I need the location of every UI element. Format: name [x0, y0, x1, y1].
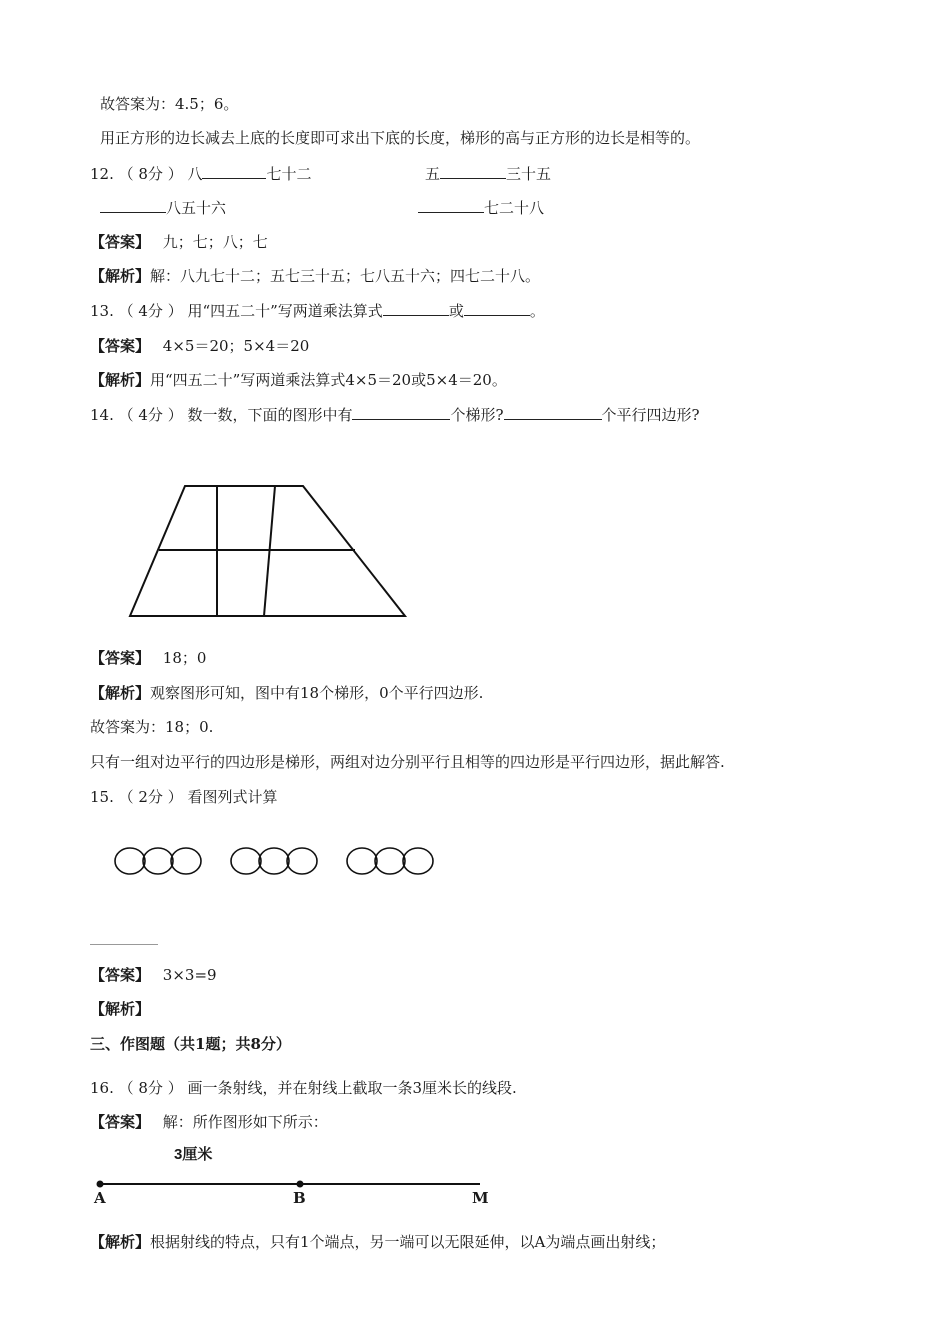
circle: [347, 848, 377, 874]
q13-analysis-text: 用“四五二十”写两道乘法算式4×5＝20或5×4＝20。: [150, 371, 507, 389]
answer-label: 【答案】: [90, 649, 151, 667]
circle: [259, 848, 289, 874]
section-title: 三、作图题（共1题；共8分）: [90, 1035, 291, 1053]
q13-blank-2[interactable]: [464, 301, 530, 316]
q12-d-rest: 七二十八: [484, 199, 545, 217]
q15-analysis: [90, 999, 150, 1019]
q14-analysis-text: 观察图形可知，图中有18个梯形，0个平行四边形.: [150, 684, 484, 702]
q16-question: 16. （ 8分 ） 画一条射线，并在射线上截取一条3厘米长的线段.: [90, 1079, 517, 1097]
q14-tail: 个平行四边形?: [601, 406, 700, 424]
q13-blank-1[interactable]: [383, 301, 449, 316]
q13-head: 13. （ 4分 ） 用“四五二十”写两道乘法算式: [90, 302, 383, 320]
q12-blank-4[interactable]: [418, 198, 484, 213]
analysis-label: 【解析】: [90, 1000, 151, 1018]
intro-line-2: 用正方形的边长减去上底的长度即可求出下底的长度，梯形的高与正方形的边长是相等的。: [100, 129, 701, 147]
q12-row-2-left: [100, 198, 226, 218]
q12-head: 12. （ 8分 ） 八: [90, 165, 203, 183]
analysis-label: 【解析】: [90, 371, 151, 389]
q15-answer: [90, 965, 217, 985]
circle: [375, 848, 405, 874]
point-a-dot: [97, 1181, 104, 1188]
circle: [403, 848, 433, 874]
circle: [287, 848, 317, 874]
point-b-dot: [297, 1181, 304, 1188]
q12-blank-2[interactable]: [440, 164, 506, 179]
circle-group-3: [347, 848, 433, 874]
q14-head: 14. （ 4分 ） 数一数，下面的图形中有: [90, 406, 353, 424]
q12-answer-text: 九；七；八；七: [162, 233, 268, 251]
circle: [115, 848, 145, 874]
q14-question: [90, 405, 700, 425]
answer-label: 【答案】: [90, 1113, 151, 1131]
circle-group-2: [231, 848, 317, 874]
answer-label: 【答案】: [90, 966, 151, 984]
q12-blank-1[interactable]: [202, 164, 266, 179]
q14-analysis: [90, 683, 483, 703]
q13-tail: 。: [529, 302, 545, 320]
q14-blank-2[interactable]: [504, 405, 602, 420]
ray-figure: [90, 1142, 500, 1210]
analysis-label: 【解析】: [90, 1233, 151, 1251]
q14-extra-1: 故答案为：18；0.: [90, 718, 214, 736]
q16-analysis-text: 根据射线的特点，只有1个端点，另一端可以无限延伸，以A为端点画出射线；: [150, 1233, 666, 1251]
q12-c-rest: 八五十六: [166, 199, 227, 217]
q16-analysis: [90, 1232, 665, 1252]
circle-group-1: [115, 848, 201, 874]
q12-blank-3[interactable]: [100, 198, 166, 213]
point-a-label: A: [94, 1189, 106, 1207]
q14-answer-text: 18；0: [162, 649, 207, 667]
q14-extra-2: 只有一组对边平行的四边形是梯形，两组对边分别平行且相等的四边形是平行四边形，据此解答.: [90, 753, 725, 771]
q14-mid: 个梯形?: [450, 406, 504, 424]
intro-line-1: 故答案为：4.5；6。: [100, 95, 239, 113]
circle: [143, 848, 173, 874]
q13-question: [90, 301, 545, 321]
q12-b-head: 五: [425, 165, 441, 183]
q14-answer: [90, 648, 206, 668]
q16-answer-text: 解：所作图形如下所示：: [162, 1113, 328, 1131]
circle-groups-figure: [110, 842, 440, 882]
analysis-label: 【解析】: [90, 267, 151, 285]
q13-analysis: [90, 370, 507, 390]
q14-blank-1[interactable]: [352, 405, 450, 420]
q12-row-2-right: [418, 198, 544, 218]
q13-answer-text: 4×5＝20；5×4＝20: [162, 337, 310, 355]
q12-answer: [90, 232, 268, 252]
answer-label: 【答案】: [90, 337, 151, 355]
q12-row-1-left: [90, 164, 312, 184]
q13-answer: [90, 336, 309, 356]
q12-row-1-right: [425, 164, 551, 184]
q12-a-rest: 七十二: [266, 165, 312, 183]
q12-b-rest: 三十五: [506, 165, 552, 183]
q12-analysis-text: 解：八九七十二；五七三十五；七八五十六；四七二十八。: [150, 267, 541, 285]
answer-label: 【答案】: [90, 233, 151, 251]
trapezoid-figure: [120, 478, 420, 623]
q15-question: 15. （ 2分 ） 看图列式计算: [90, 788, 278, 806]
q13-mid: 或: [448, 302, 464, 320]
ray-length-label: 3厘米: [174, 1146, 213, 1163]
point-m-label: M: [472, 1189, 489, 1207]
q15-answer-text: 3×3=9: [162, 966, 217, 984]
analysis-label: 【解析】: [90, 684, 151, 702]
circle: [231, 848, 261, 874]
q16-answer: [90, 1112, 328, 1132]
q12-analysis: [90, 266, 540, 286]
point-b-label: B: [293, 1189, 306, 1207]
circle: [171, 848, 201, 874]
answer-blank-line[interactable]: [90, 944, 158, 945]
